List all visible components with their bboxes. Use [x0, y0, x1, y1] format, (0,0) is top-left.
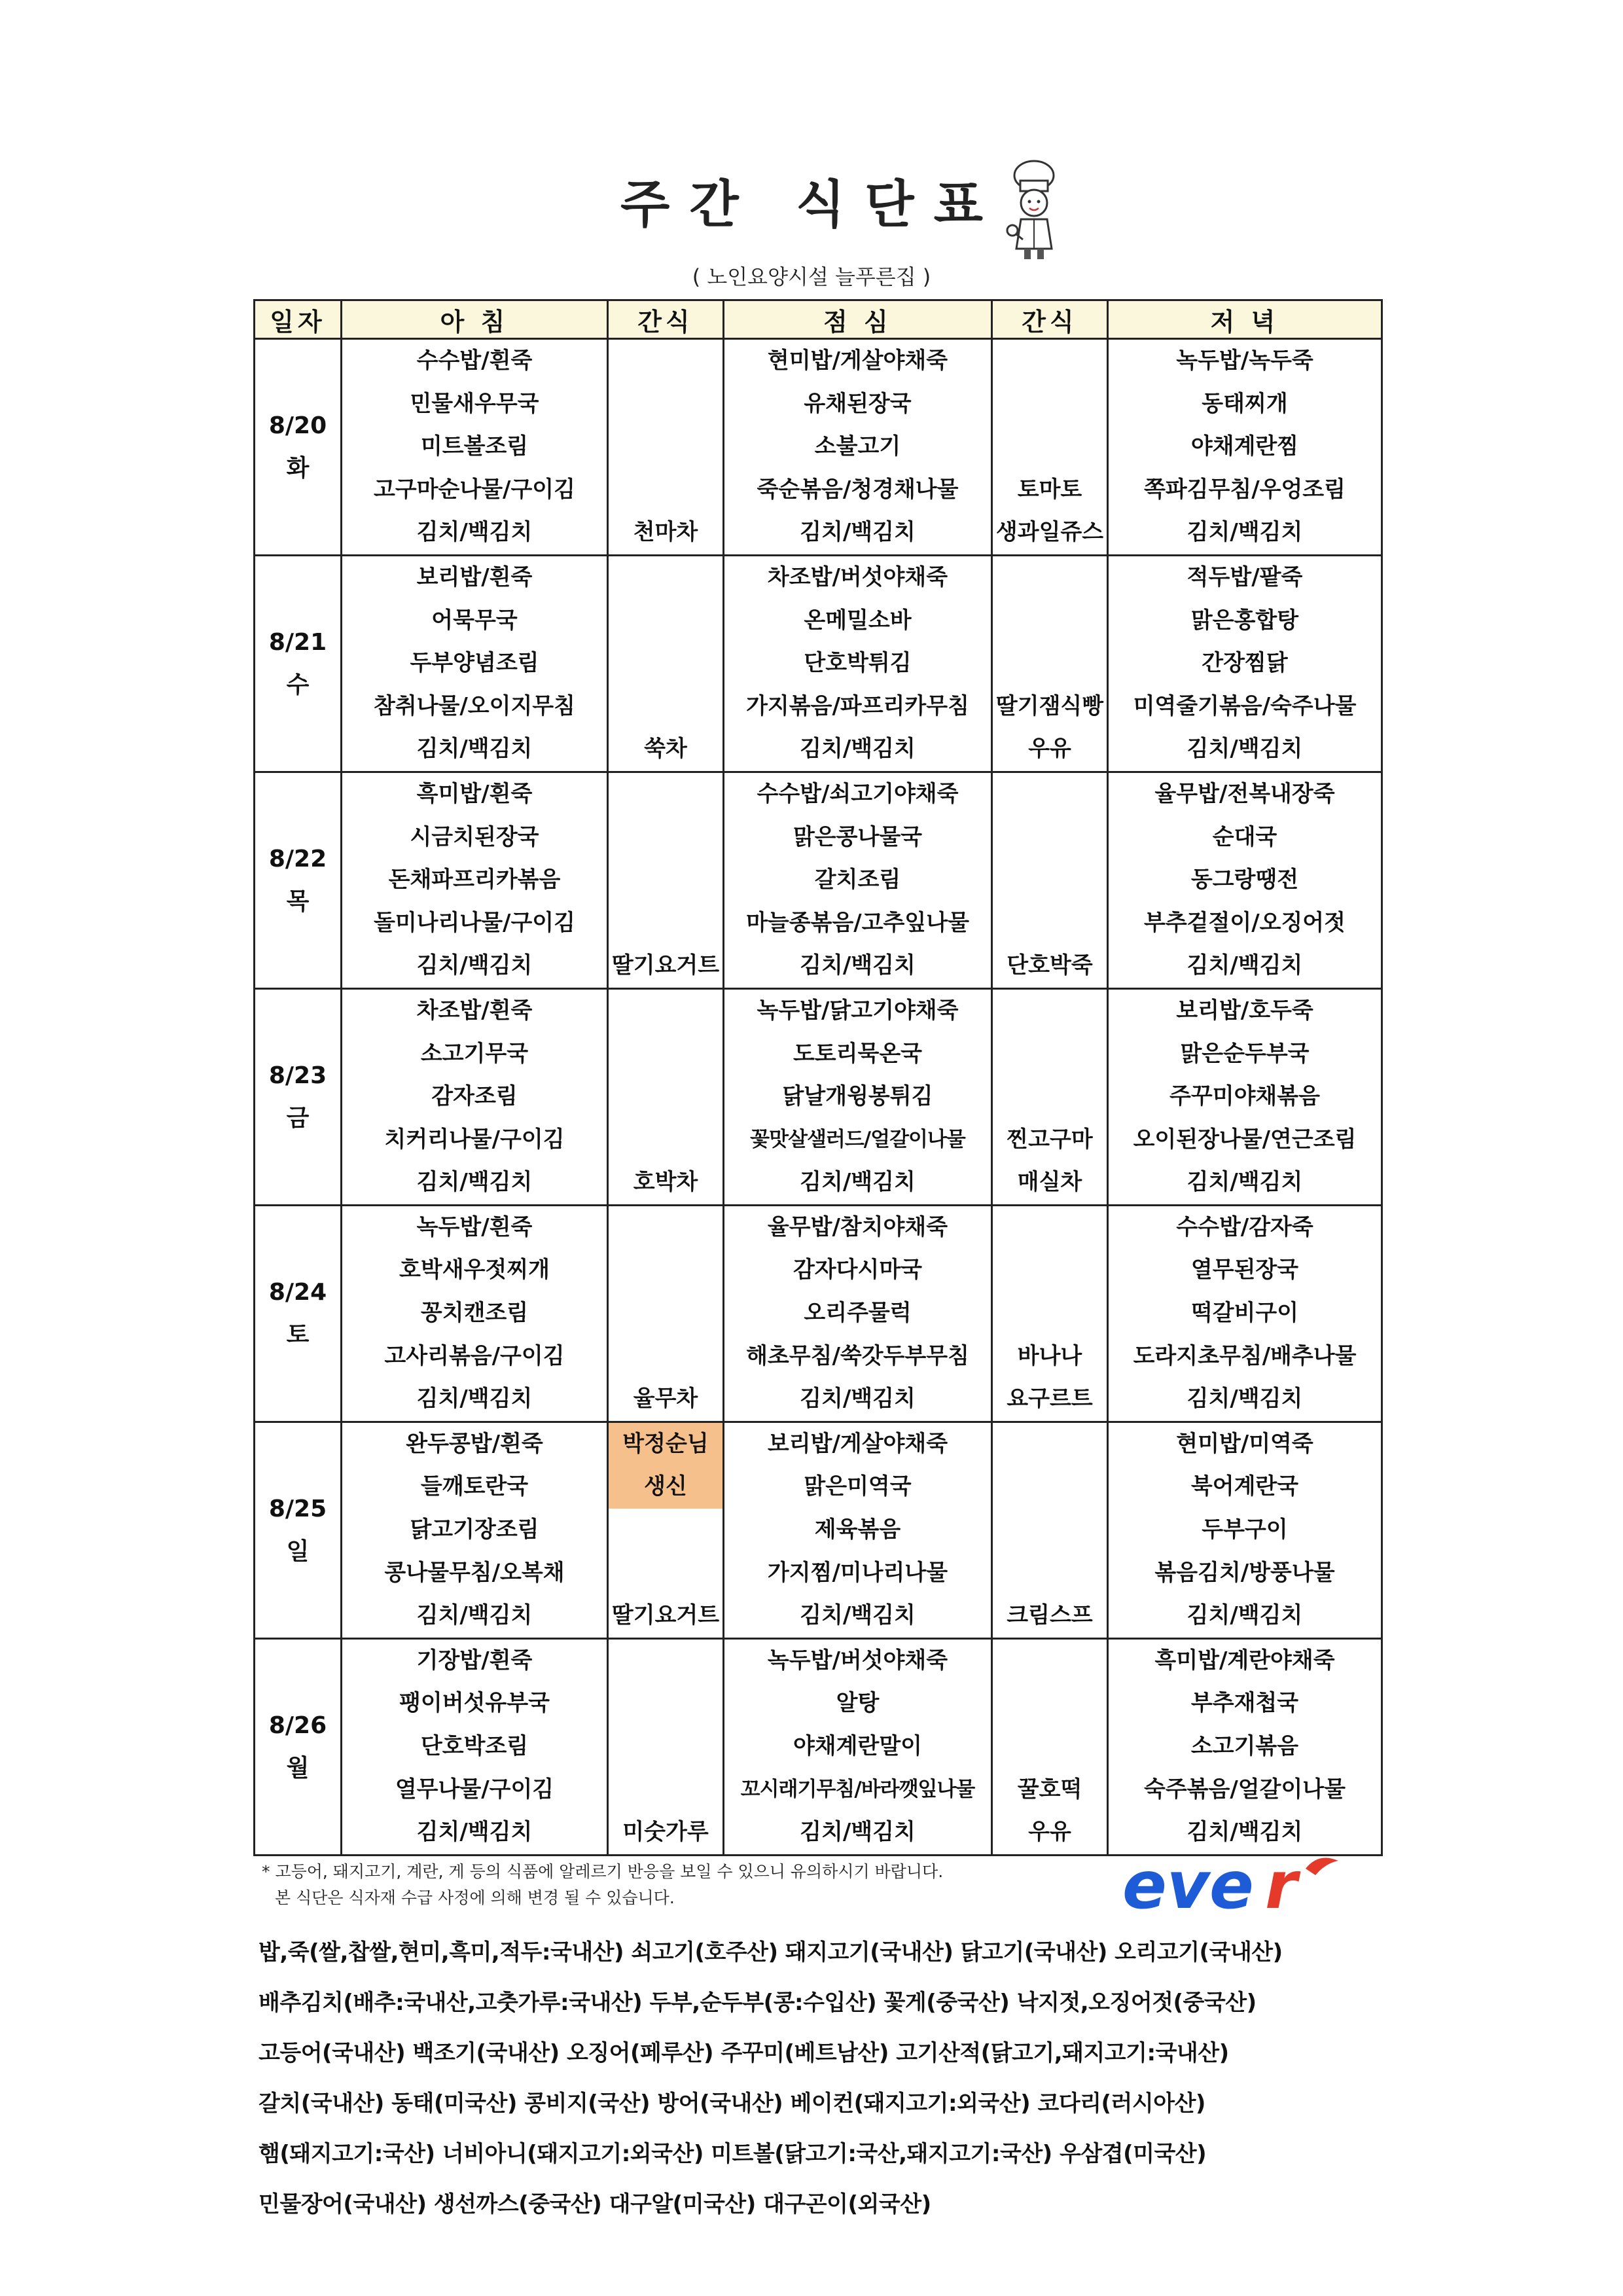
menu-item: 부추겉절이/오징어젓: [1143, 909, 1346, 936]
menu-item: [609, 859, 722, 902]
menu-item: 쪽파김무침/우엉조림: [1143, 476, 1346, 503]
menu-item: 두부구이: [1202, 1516, 1288, 1543]
menu-item: 미트볼조림: [420, 433, 529, 460]
menu-item: 완두콩밥/흰죽: [406, 1430, 543, 1457]
menu-item: 마늘종볶음/고추잎나물: [746, 909, 969, 936]
menu-item: 차조밥/버섯야채죽: [767, 564, 948, 590]
facility-subtitle: ( 노인요양시설 늘푸른집 ): [692, 264, 931, 289]
day-row: [255, 988, 1382, 1205]
menu-item: [993, 902, 1107, 945]
change-note: 본 식단은 식자재 수급 사정에 의해 변경 될 수 있습니다.: [275, 1888, 675, 1907]
date-label: 8/26: [268, 1712, 327, 1739]
menu-item: 고구마순나물/구이김: [373, 476, 575, 503]
breakfast-cell: [342, 988, 608, 1205]
allergy-note: * 고등어, 돼지고기, 계란, 게 등의 식품에 알레르기 반응을 보일 수 있으니 유의하시기 바랍니다.: [262, 1862, 944, 1881]
menu-item: [993, 816, 1107, 859]
lunch-cell: [724, 1422, 992, 1638]
menu-item: [609, 383, 722, 426]
menu-item: 김치/백김치: [416, 1169, 533, 1196]
breakfast-cell: [342, 772, 608, 988]
snack1-cell: [608, 772, 724, 988]
menu-item: 단호박조림: [420, 1733, 529, 1759]
menu-item: [993, 642, 1107, 685]
menu-item: 율무밥/전복내장죽: [1154, 780, 1335, 807]
notes: [262, 1859, 943, 1911]
menu-item: [609, 1552, 722, 1595]
menu-item: 김치/백김치: [1186, 1819, 1303, 1846]
menu-item: [609, 340, 722, 383]
svg-text:r: r: [1265, 1849, 1298, 1921]
menu-item: 맑은순두부국: [1180, 1040, 1310, 1067]
menu-item: 꿀호떡: [1017, 1776, 1082, 1803]
menu-item: 김치/백김치: [416, 736, 533, 762]
menu-item: 김치/백김치: [416, 952, 533, 979]
menu-item: [993, 1725, 1107, 1768]
breakfast-cell: [342, 1422, 608, 1638]
menu-item: 수수밥/감자죽: [1176, 1213, 1313, 1240]
menu-item: [609, 642, 722, 685]
menu-item: 소고기볶음: [1190, 1733, 1299, 1759]
menu-item: 닭날개윙봉튀김: [782, 1083, 933, 1110]
date-cell: [255, 772, 342, 988]
menu-item: 딸기요거트: [611, 1602, 720, 1629]
menu-item: [609, 1075, 722, 1119]
menu-item: 김치/백김치: [416, 1819, 533, 1846]
menu-item: [609, 685, 722, 728]
menu-item: 맑은홍합탕: [1190, 607, 1299, 634]
origin-line: 고등어(국내산) 백조기(국내산) 오징어(페루산) 주꾸미(베트남산) 고기산적(닭고기,돼지고기:국내산): [259, 2040, 1229, 2066]
day-row: [255, 1205, 1382, 1422]
menu-item: 제육볶음: [814, 1516, 901, 1543]
menu-item: 호박새우젓찌개: [399, 1257, 550, 1283]
menu-item: 꽃맛살샐러드/얼갈이나물: [750, 1127, 965, 1151]
menu-item: 바나나: [1017, 1342, 1082, 1369]
menu-item: [609, 425, 722, 469]
menu-item: 딸기요거트: [611, 952, 720, 979]
menu-item: [993, 1465, 1107, 1509]
date-label: 8/23: [268, 1062, 327, 1089]
menu-item: 현미밥/미역죽: [1176, 1430, 1313, 1457]
breakfast-cell: [342, 1638, 608, 1855]
date-cell: [255, 1422, 342, 1638]
menu-item: 민물새우무국: [410, 390, 539, 417]
dinner-cell: [1108, 1638, 1382, 1855]
date-label: 8/20: [268, 412, 327, 439]
menu-item: [609, 1335, 722, 1378]
origin-line: 배추김치(배추:국내산,고춧가루:국내산) 두부,순두부(콩:수입산) 꽃게(중국산) 낙지젓,오징어젓(중국산): [259, 1990, 1257, 2016]
menu-item: 김치/백김치: [800, 952, 916, 979]
menu-item: 온메밀소바: [804, 607, 912, 634]
menu-item: 수수밥/쇠고기야채죽: [757, 780, 959, 807]
header-dinner: 저 녁: [1108, 300, 1382, 339]
menu-item: 박정순님: [609, 1423, 722, 1466]
menu-item: 김치/백김치: [1186, 1386, 1303, 1412]
day-row: [255, 339, 1382, 556]
menu-item: [993, 383, 1107, 426]
chef-icon: [998, 157, 1070, 262]
menu-item: 흑미밥/계란야채죽: [1154, 1647, 1335, 1674]
menu-item: 숙주볶음/얼갈이나물: [1143, 1776, 1346, 1803]
menu-item: 돈채파프리카볶음: [388, 867, 561, 893]
lunch-cell: [724, 1638, 992, 1855]
menu-item: 미숫가루: [622, 1819, 709, 1846]
menu-item: [609, 1640, 722, 1683]
menu-item: 떡갈비구이: [1190, 1300, 1299, 1327]
menu-item: [993, 1423, 1107, 1466]
menu-item: [993, 556, 1107, 600]
menu-item: 보리밥/게살야채죽: [767, 1430, 948, 1457]
dinner-cell: [1108, 1205, 1382, 1422]
snack1-cell: [608, 1205, 724, 1422]
dinner-cell: [1108, 1422, 1382, 1638]
date-label: 8/21: [268, 628, 327, 656]
menu-item: [609, 1249, 722, 1292]
menu-item: 단호박죽: [1007, 952, 1093, 979]
menu-item: 팽이버섯유부국: [399, 1690, 550, 1717]
dinner-cell: [1108, 339, 1382, 556]
header-snack-pm: 간식: [992, 300, 1108, 339]
lunch-cell: [724, 772, 992, 988]
snack1-cell: [608, 1638, 724, 1855]
menu-item: 김치/백김치: [1186, 952, 1303, 979]
menu-item: [609, 1206, 722, 1249]
menu-item: 유채된장국: [804, 390, 912, 417]
menu-item: [993, 1249, 1107, 1292]
menu-item: 김치/백김치: [800, 519, 916, 546]
menu-item: [993, 1292, 1107, 1335]
date-label: 8/25: [268, 1495, 327, 1522]
menu-item: 고사리볶음/구이김: [384, 1342, 565, 1369]
menu-item: 수수밥/흰죽: [416, 348, 533, 374]
menu-item: 생신: [609, 1465, 722, 1509]
menu-item: [993, 1075, 1107, 1119]
origin-list: [259, 1928, 1384, 2230]
date-cell: [255, 339, 342, 556]
menu-item: [993, 1682, 1107, 1725]
day-row: [255, 1422, 1382, 1638]
dinner-cell: [1108, 772, 1382, 988]
menu-item: 볶음김치/방풍나물: [1154, 1559, 1335, 1586]
weekday-label: 일: [286, 1537, 310, 1565]
menu-item: 닭고기장조림: [410, 1516, 539, 1543]
menu-item: 요구르트: [1007, 1386, 1093, 1412]
menu-item: 갈치조림: [814, 867, 901, 893]
snack1-cell: [608, 555, 724, 772]
menu-item: 주꾸미야채볶음: [1169, 1083, 1320, 1110]
menu-item: 맑은미역국: [804, 1473, 912, 1500]
menu-item: [993, 990, 1107, 1033]
menu-item: 녹두밥/닭고기야채죽: [757, 997, 959, 1024]
menu-item: 꽁치캔조림: [420, 1300, 529, 1327]
breakfast-cell: [342, 339, 608, 556]
menu-item: [609, 469, 722, 512]
menu-item: [993, 1206, 1107, 1249]
menu-item: 가지찜/미나리나물: [767, 1559, 948, 1586]
weekday-label: 수: [286, 671, 310, 698]
snack1-cell: [608, 339, 724, 556]
menu-item: 김치/백김치: [800, 1602, 916, 1629]
menu-item: 소불고기: [814, 433, 901, 460]
menu-item: 녹두밥/버섯야채죽: [767, 1647, 948, 1674]
menu-item: 김치/백김치: [800, 1169, 916, 1196]
origin-line: 햄(돼지고기:국산) 너비아니(돼지고기:외국산) 미트볼(닭고기:국산,돼지고기:국산) 우삼겹(미국산): [259, 2141, 1207, 2167]
menu-item: [609, 600, 722, 643]
menu-item: 천마차: [633, 519, 698, 546]
lunch-cell: [724, 555, 992, 772]
day-row: [255, 555, 1382, 772]
menu-item: [609, 773, 722, 816]
snack2-cell: [992, 1638, 1108, 1855]
menu-item: 동태찌개: [1202, 390, 1288, 417]
menu-item: 현미밥/게살야채죽: [767, 348, 948, 374]
date-label: 8/24: [268, 1278, 327, 1306]
menu-item: 김치/백김치: [1186, 1602, 1303, 1629]
menu-item: 단호박튀김: [804, 650, 912, 677]
weekday-label: 목: [286, 888, 310, 915]
menu-item: 김치/백김치: [800, 1819, 916, 1846]
weekday-label: 금: [286, 1104, 310, 1132]
menu-item: 순대국: [1212, 823, 1277, 850]
menu-item: 두부양념조림: [410, 650, 539, 677]
menu-item: 보리밥/흰죽: [416, 564, 533, 590]
menu-item: 감자조림: [431, 1083, 518, 1110]
date-cell: [255, 1205, 342, 1422]
menu-item: 간장찜닭: [1202, 650, 1288, 677]
menu-item: 녹두밥/녹두죽: [1176, 348, 1313, 374]
menu-item: 부추재첩국: [1190, 1690, 1299, 1717]
header-snack-am: 간식: [608, 300, 724, 339]
menu-item: 매실차: [1017, 1169, 1082, 1196]
menu-item: 도라지초무침/배추나물: [1133, 1342, 1357, 1369]
menu-item: 기장밥/흰죽: [416, 1647, 533, 1674]
menu-item: 김치/백김치: [800, 736, 916, 762]
page-title: 주간 식단표: [620, 175, 1003, 234]
menu-item: 녹두밥/흰죽: [416, 1213, 533, 1240]
menu-item: 김치/백김치: [1186, 736, 1303, 762]
menu-item: [993, 340, 1107, 383]
menu-item: 시금치된장국: [410, 823, 539, 850]
menu-item: 야채계란찜: [1190, 433, 1299, 460]
breakfast-cell: [342, 555, 608, 772]
date-cell: [255, 555, 342, 772]
weekday-label: 화: [286, 454, 310, 482]
menu-item: [993, 1640, 1107, 1683]
menu-item: [609, 1033, 722, 1076]
snack2-cell: [992, 339, 1108, 556]
menu-item: 우유: [1028, 1819, 1071, 1846]
snack2-cell: [992, 988, 1108, 1205]
menu-item: 김치/백김치: [416, 1602, 533, 1629]
snack2-cell: [992, 555, 1108, 772]
header-lunch: 점 심: [724, 300, 992, 339]
header-date: 일자: [255, 300, 342, 339]
menu-item: 김치/백김치: [416, 519, 533, 546]
header-breakfast: 아 침: [342, 300, 608, 339]
lunch-cell: [724, 1205, 992, 1422]
weekday-label: 월: [286, 1754, 310, 1782]
menu-item: 오이된장나물/연근조림: [1133, 1126, 1357, 1153]
menu-item: 보리밥/호두죽: [1176, 997, 1313, 1024]
menu-item: 흑미밥/흰죽: [416, 780, 533, 807]
snack1-cell: [608, 988, 724, 1205]
menu-item: 생과일쥬스: [995, 519, 1104, 546]
day-row: [255, 1638, 1382, 1855]
date-cell: [255, 988, 342, 1205]
menu-item: 열무나물/구이김: [395, 1776, 554, 1803]
menu-item: 도토리묵온국: [793, 1040, 923, 1067]
origin-line: 민물장어(국내산) 생선까스(중국산) 대구알(미국산) 대구곤이(외국산): [259, 2191, 931, 2217]
menu-item: 김치/백김치: [416, 1386, 533, 1412]
menu-item: 참취나물/오이지무침: [373, 692, 575, 719]
snack2-cell: [992, 1422, 1108, 1638]
menu-item: 찐고구마: [1007, 1126, 1093, 1153]
menu-item: [609, 1292, 722, 1335]
menu-item: [993, 773, 1107, 816]
menu-item: [993, 600, 1107, 643]
dinner-cell: [1108, 555, 1382, 772]
ever-logo: [1116, 1849, 1358, 1921]
menu-item: 돌미나리나물/구이김: [373, 909, 575, 936]
menu-item: 김치/백김치: [800, 1386, 916, 1412]
lunch-cell: [724, 988, 992, 1205]
weekly-menu-table: [253, 299, 1383, 1856]
svg-text:eve: eve: [1122, 1849, 1254, 1921]
title-area: [0, 164, 1623, 255]
menu-item: [609, 1682, 722, 1725]
menu-item: 들깨토란국: [420, 1473, 529, 1500]
menu-item: 어묵무국: [431, 607, 518, 634]
snack1-cell: [608, 1422, 724, 1638]
weekday-label: 토: [286, 1321, 310, 1348]
menu-item: [609, 1119, 722, 1162]
menu-item: 차조밥/흰죽: [416, 997, 533, 1024]
menu-item: 야채계란말이: [793, 1733, 923, 1759]
menu-item: 꼬시래기무침/바라깻잎나물: [740, 1777, 975, 1801]
menu-item: [993, 859, 1107, 902]
menu-item: 소고기무국: [420, 1040, 529, 1067]
menu-item: 김치/백김치: [1186, 1169, 1303, 1196]
menu-item: [609, 1725, 722, 1768]
menu-item: [609, 556, 722, 600]
menu-item: 콩나물무침/오복채: [384, 1559, 565, 1586]
origin-line: 갈치(국내산) 동태(미국산) 콩비지(국산) 방어(국내산) 베이컨(돼지고기:외국산) 코다리(러시아산): [259, 2090, 1205, 2117]
menu-item: 호박차: [633, 1169, 698, 1196]
menu-item: [609, 816, 722, 859]
menu-item: 맑은콩나물국: [793, 823, 923, 850]
menu-item: 미역줄기볶음/숙주나물: [1133, 692, 1357, 719]
menu-item: [993, 1509, 1107, 1552]
menu-body: [255, 339, 1382, 1856]
menu-item: [609, 990, 722, 1033]
table-header-row: [255, 300, 1382, 339]
menu-item: 적두밥/팥죽: [1186, 564, 1303, 590]
snack2-cell: [992, 772, 1108, 988]
menu-item: [993, 425, 1107, 469]
menu-item: 해초무침/쑥갓두부무침: [746, 1342, 969, 1369]
menu-item: 북어계란국: [1190, 1473, 1299, 1500]
menu-item: [609, 1768, 722, 1812]
snack2-cell: [992, 1205, 1108, 1422]
menu-item: 치커리나물/구이김: [384, 1126, 565, 1153]
menu-item: 율무밥/참치야채죽: [767, 1213, 948, 1240]
menu-item: 쑥차: [644, 736, 687, 762]
menu-item: [609, 1509, 722, 1552]
dinner-cell: [1108, 988, 1382, 1205]
menu-item: [993, 1552, 1107, 1595]
menu-item: 열무된장국: [1190, 1257, 1299, 1283]
menu-item: [993, 1033, 1107, 1076]
menu-item: 율무차: [633, 1386, 698, 1412]
lunch-cell: [724, 339, 992, 556]
menu-item: 딸기잼식빵: [995, 692, 1104, 719]
menu-item: 오리주물럭: [804, 1300, 912, 1327]
menu-item: 동그랑땡전: [1190, 867, 1299, 893]
menu-item: 김치/백김치: [1186, 519, 1303, 546]
menu-item: 가지볶음/파프리카무침: [746, 692, 969, 719]
menu-item: 알탕: [836, 1690, 880, 1717]
menu-item: 우유: [1028, 736, 1071, 762]
menu-item: [609, 902, 722, 945]
menu-item: 토마토: [1017, 476, 1082, 503]
day-row: [255, 772, 1382, 988]
menu-item: 죽순볶음/청경채나물: [757, 476, 959, 503]
breakfast-cell: [342, 1205, 608, 1422]
origin-line: 밥,죽(쌀,찹쌀,현미,흑미,적두:국내산) 쇠고기(호주산) 돼지고기(국내산) 닭고기(국내산) 오리고기(국내산): [259, 1939, 1283, 1965]
date-cell: [255, 1638, 342, 1855]
menu-item: 크림스프: [1007, 1602, 1093, 1629]
date-label: 8/22: [268, 845, 327, 872]
menu-item: 감자다시마국: [793, 1257, 923, 1283]
